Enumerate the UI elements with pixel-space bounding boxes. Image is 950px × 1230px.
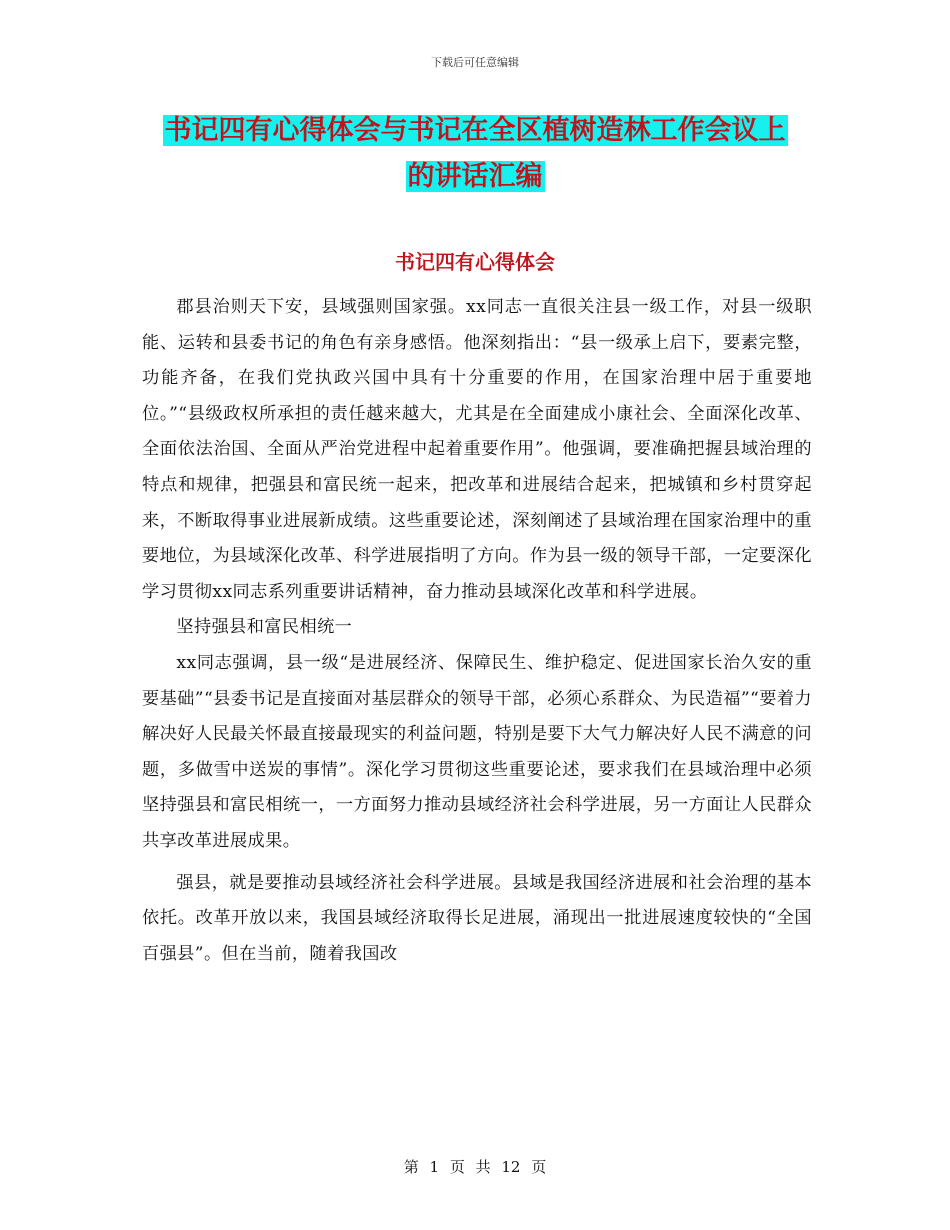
header-note: 下载后可任意编辑 [431, 56, 519, 69]
paragraph-2: 坚持强县和富民相统一 [176, 617, 353, 638]
document-title-line-1: 书记四有心得体会与书记在全区植树造林工作会议上 [164, 115, 786, 146]
section-title: 书记四有心得体会 [395, 250, 555, 274]
document-title-line-2: 的讲话汇编 [407, 161, 543, 192]
body-text [142, 290, 812, 972]
paragraph-4: 强县，就是要推动县域经济社会科学进展。县域是我国经济进展和社会治理的基本依托。改革开放以来，我国县域经济取得长足进展，涌现出一批进展速度较快的“全国百强县”。但在当前，随着我国改 [142, 872, 812, 964]
document-title [140, 108, 810, 200]
paragraph-3: xx同志强调，县一级“是进展经济、保障民生、维护稳定、促进国家长治久安的重要基础”“县委书记是直接面对基层群众的领导干部，必须心系群众、为民造福”“要着力解决好人民最关怀最直接最现实的利益问题，特别是要下大气力解决好人民不满意的问题，多做雪中送炭的事情”。深化学习贯彻这些重要论述，要求我们在县域治理中必须坚持强县和富民相统一，一方面努力推动县域经济社会科学进展，另一方面让人民群众共享改革进展成果。 [142, 652, 812, 851]
page-footer: 第 1 页 共 12 页 [403, 1158, 547, 1176]
paragraph-1: 郡县治则天下安，县域强则国家强。xx同志一直很关注县一级工作，对县一级职能、运转和县委书记的角色有亲身感悟。他深刻指出：“县一级承上启下，要素完整，功能齐备，在我们党执政兴国中具有十分重要的作用，在国家治理中居于重要地位。”“县级政权所承担的责任越来越大，尤其是在全面建成小康社会、全面深化改革、全面依法治国、全面从严治党进程中起着重要作用”。他强调，要准确把握县域治理的特点和规律，把强县和富民统一起来，把改革和进展结合起来，把城镇和乡村贯穿起来，不断取得事业进展新成绩。这些重要论述，深刻阐述了县域治理在国家治理中的重要地位，为县域深化改革、科学进展指明了方向。作为县一级的领导干部，一定要深化学习贯彻xx同志系列重要讲话精神，奋力推动县域深化改革和科学进展。 [142, 297, 812, 602]
